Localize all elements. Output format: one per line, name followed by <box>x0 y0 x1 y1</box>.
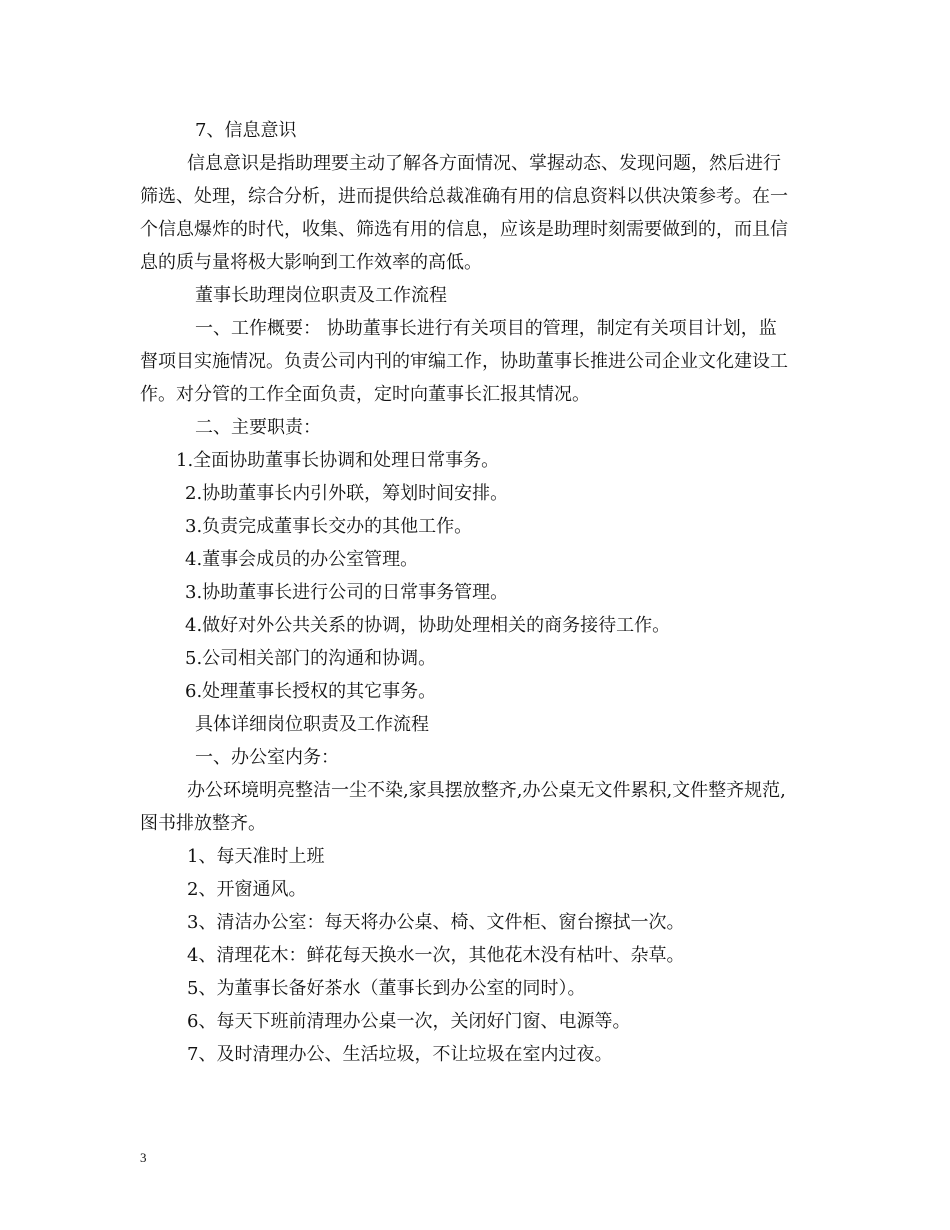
paragraph-line: 个信息爆炸的时代，收集、筛选有用的信息，应该是助理时刻需要做到的，而且信 <box>140 219 788 240</box>
subsection-title: 一、办公室内务： <box>195 747 339 768</box>
paragraph-line: 筛选、处理，综合分析，进而提供给总裁准确有用的信息资料以供决策参考。在一 <box>140 186 788 207</box>
paragraph-line: 一、工作概要： 协助董事长进行有关项目的管理，制定有关项目计划，监 <box>195 318 777 339</box>
paragraph-line: 督项目实施情况。负责公司内刊的审编工作，协助董事长推进公司企业文化建设工 <box>140 351 788 372</box>
section-title: 董事长助理岗位职责及工作流程 <box>195 285 447 306</box>
list-item: 4.做好对外公共关系的协调，协助处理相关的商务接待工作。 <box>185 615 671 636</box>
list-item: 5、为董事长备好茶水（董事长到办公室的同时）。 <box>187 978 586 999</box>
paragraph-line: 图书排放整齐。 <box>140 813 266 834</box>
paragraph-line: 作。对分管的工作全面负责，定时向董事长汇报其情况。 <box>140 384 590 405</box>
list-item: 6.处理董事长授权的其它事务。 <box>185 681 437 702</box>
page-number: 3 <box>140 1150 147 1165</box>
paragraph-line: 息的质与量将极大影响到工作效率的高低。 <box>140 252 482 273</box>
list-item: 3.负责完成董事长交办的其他工作。 <box>185 516 473 537</box>
list-item: 3.协助董事长进行公司的日常事务管理。 <box>185 582 509 603</box>
list-item: 2.协助董事长内引外联，筹划时间安排。 <box>185 483 509 504</box>
list-item: 7、及时清理办公、生活垃圾，不让垃圾在室内过夜。 <box>187 1044 613 1065</box>
heading-information-awareness: 7、信息意识 <box>195 120 297 141</box>
list-item: 1、每天准时上班 <box>187 846 325 867</box>
list-item: 6、每天下班前清理办公桌一次，关闭好门窗、电源等。 <box>187 1011 631 1032</box>
paragraph-line: 信息意识是指助理要主动了解各方面情况、掌握动态、发现问题，然后进行 <box>187 153 781 174</box>
list-item: 2、开窗通风。 <box>187 879 307 900</box>
list-item: 4.董事会成员的办公室管理。 <box>185 549 419 570</box>
paragraph-line: 办公环境明亮整洁一尘不染,家具摆放整齐,办公桌无文件累积,文件整齐规范, <box>187 780 786 801</box>
section-title: 具体详细岗位职责及工作流程 <box>195 714 429 735</box>
list-item: 5.公司相关部门的沟通和协调。 <box>185 648 437 669</box>
subsection-title: 二、主要职责： <box>195 417 321 438</box>
list-item: 3、清洁办公室：每天将办公桌、椅、文件柜、窗台擦拭一次。 <box>187 912 685 933</box>
list-item: 4、清理花木：鲜花每天换水一次，其他花木没有枯叶、杂草。 <box>187 945 685 966</box>
list-item: 1.全面协助董事长协调和处理日常事务。 <box>176 450 500 471</box>
